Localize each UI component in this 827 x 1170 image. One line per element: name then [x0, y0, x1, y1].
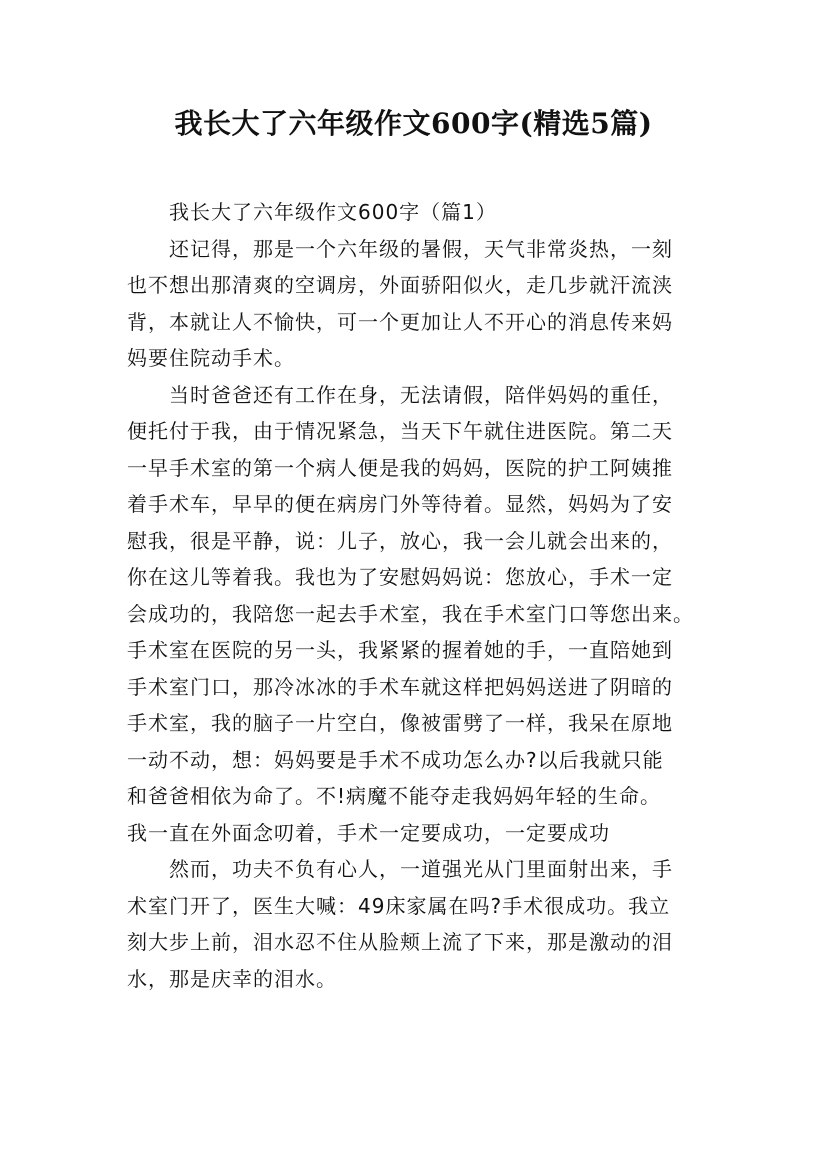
paragraph-line: 慰我，很是平静，说：儿子，放心，我一会儿就会出来的， [127, 528, 673, 553]
paragraph-line: 刻大步上前，泪水忍不住从脸颊上流了下来，那是激动的泪 [127, 930, 673, 954]
paragraph-line: 着手术车，早早的便在病房门外等待着。显然，妈妈为了安 [127, 492, 673, 516]
paragraph-line: 当时爸爸还有工作在身，无法请假，陪伴妈妈的重任， [169, 382, 673, 407]
paragraph-line: 一早手术室的第一个病人便是我的妈妈，医院的护工阿姨推 [127, 455, 673, 480]
paragraph-line: 和爸爸相依为命了。不!病魔不能夺走我妈妈年轻的生命。 [127, 784, 662, 808]
paragraph-line: 背，本就让人不愉快，可一个更加让人不开心的消息传来妈 [127, 309, 673, 334]
paragraph-line: 手术室，我的脑子一片空白，像被雷劈了一样，我呆在原地 [127, 711, 673, 735]
section-heading: 我长大了六年级作文600字（篇1） [169, 200, 497, 224]
paragraph-line: 你在这儿等着我。我也为了安慰妈妈说：您放心，手术一定 [127, 565, 673, 589]
paragraph-line: 水，那是庆幸的泪水。 [127, 966, 337, 991]
paragraph-line: 便托付于我，由于情况紧急，当天下午就住进医院。第二天 [127, 419, 673, 443]
paragraph-line: 然而，功夫不负有心人，一道强光从门里面射出来，手 [169, 857, 673, 881]
document-title: 我长大了六年级作文600字(精选5篇) [174, 107, 653, 140]
paragraph-line: 也不想出那清爽的空调房，外面骄阳似火，走几步就汗流浃 [127, 273, 673, 297]
paragraph-line: 一动不动，想：妈妈要是手术不成功怎么办?以后我就只能 [127, 747, 664, 772]
paragraph-line: 手术室在医院的另一头，我紧紧的握着她的手，一直陪她到 [127, 638, 673, 662]
article-body [127, 194, 707, 997]
paragraph-line: 还记得，那是一个六年级的暑假，天气非常炎热，一刻 [169, 236, 673, 261]
paragraph-line: 手术室门口，那冷冰冰的手术车就这样把妈妈送进了阴暗的 [127, 674, 673, 699]
paragraph-line: 我一直在外面念叨着，手术一定要成功，一定要成功 [127, 820, 610, 845]
paragraph-line: 会成功的，我陪您一起去手术室，我在手术室门口等您出来。 [127, 601, 694, 626]
paragraph-line: 术室门开了，医生大喊：49床家属在吗?手术很成功。我立 [127, 893, 671, 918]
paragraph-line: 妈要住院动手术。 [127, 346, 295, 370]
